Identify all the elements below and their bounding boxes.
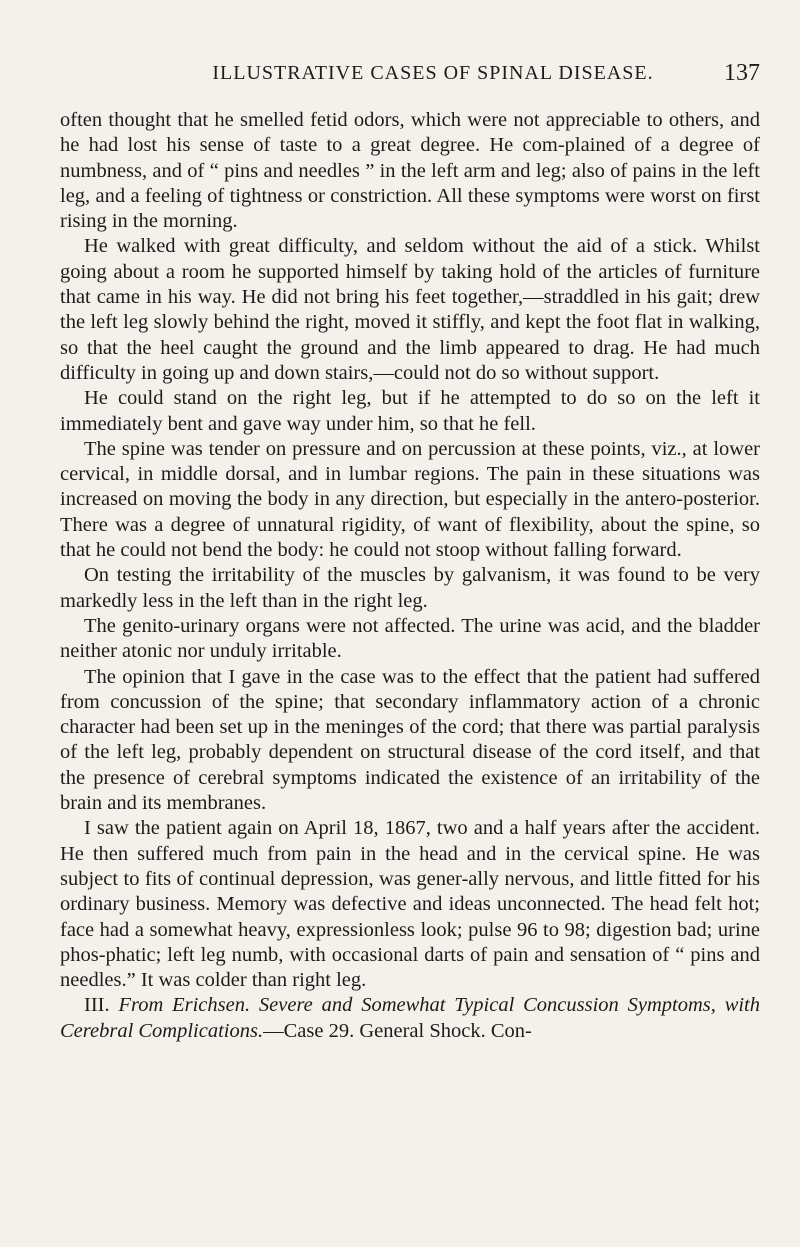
running-title: ILLUSTRATIVE CASES OF SPINAL DISEASE. [212,62,654,84]
body-text [60,108,760,1044]
page-number: 137 [724,60,760,86]
paragraph-galvanism: On testing the irritability of the muscles by galvanism, it was found to be very markedly less in the left than in the right leg. [60,564,760,612]
case-heading [60,993,760,1044]
case-title: From Erichsen. Severe and Somewhat Typical Concussion Symptoms, with Cerebral Complications. [60,994,761,1042]
book-page [60,62,760,1044]
paragraph-continued: often thought that he smelled fetid odors, which were not appreciable to others, and he had lost his sense of taste to a great degree. He com-plained of a degree of numbness, and of “ pins and needles ” in the left arm and leg; also of pains in the left leg, and a feeling of tightness or constriction. All these symptoms were worst on first rising in the morning. [60,109,760,233]
paragraph-opinion: The opinion that I gave in the case was to the effect that the patient had suffered from concussion of the spine; that secondary inflammatory action of a chronic character had been set up in the meninges of the cord; that there was partial paralysis of the left leg, probably dependent on structural disease of the cord itself, and that the presence of cerebral symptoms indicated the existence of an irritability of the brain and its membranes. [60,665,760,815]
paragraph-followup: I saw the patient again on April 18, 1867, two and a half years after the accident. He then suffered much from pain in the head and in the cervical spine. He was subject to fits of continual depression, was gener-ally nervous, and little fitted for his ordinary business. Memory was defective and ideas unconnected. The head felt hot; face had a somewhat heavy, expressionless look; pulse 96 to 98; digestion bad; urine phos-phatic; left leg numb, with occasional darts of pain and sensation of “ pins and needles.” It was colder than right leg. [60,817,760,992]
paragraph-gait: He walked with great difficulty, and seldom without the aid of a stick. Whilst going about a room he supported himself by taking hold of the articles of furniture that came in his way. He did not bring his feet together,—straddled in his gait; drew the left leg slowly behind the right, moved it stiffly, and kept the foot flat in walking, so that the heel caught the ground and the limb appeared to drag. He had much difficulty in going up and down stairs,—could not do so without support. [60,235,760,384]
page-header [60,62,760,96]
paragraph-spine: The spine was tender on pressure and on percussion at these points, viz., at lower cervical, in middle dorsal, and in lumbar regions. The pain in these situations was increased on moving the body in any direction, but especially in the antero-posterior. There was a degree of unnatural rigidity, of want of flexibility, about the spine, so that he could not bend the body: he could not stoop without falling forward. [60,437,760,562]
case-rest: —Case 29. General Shock. Con- [263,1019,532,1042]
case-number: III. [84,994,110,1017]
paragraph-genito-urinary: The genito-urinary organs were not affected. The urine was acid, and the bladder neither atonic nor unduly irritable. [60,614,760,663]
paragraph-standing: He could stand on the right leg, but if he attempted to do so on the left it immediately bent and gave way under him, so that he fell. [60,387,760,435]
